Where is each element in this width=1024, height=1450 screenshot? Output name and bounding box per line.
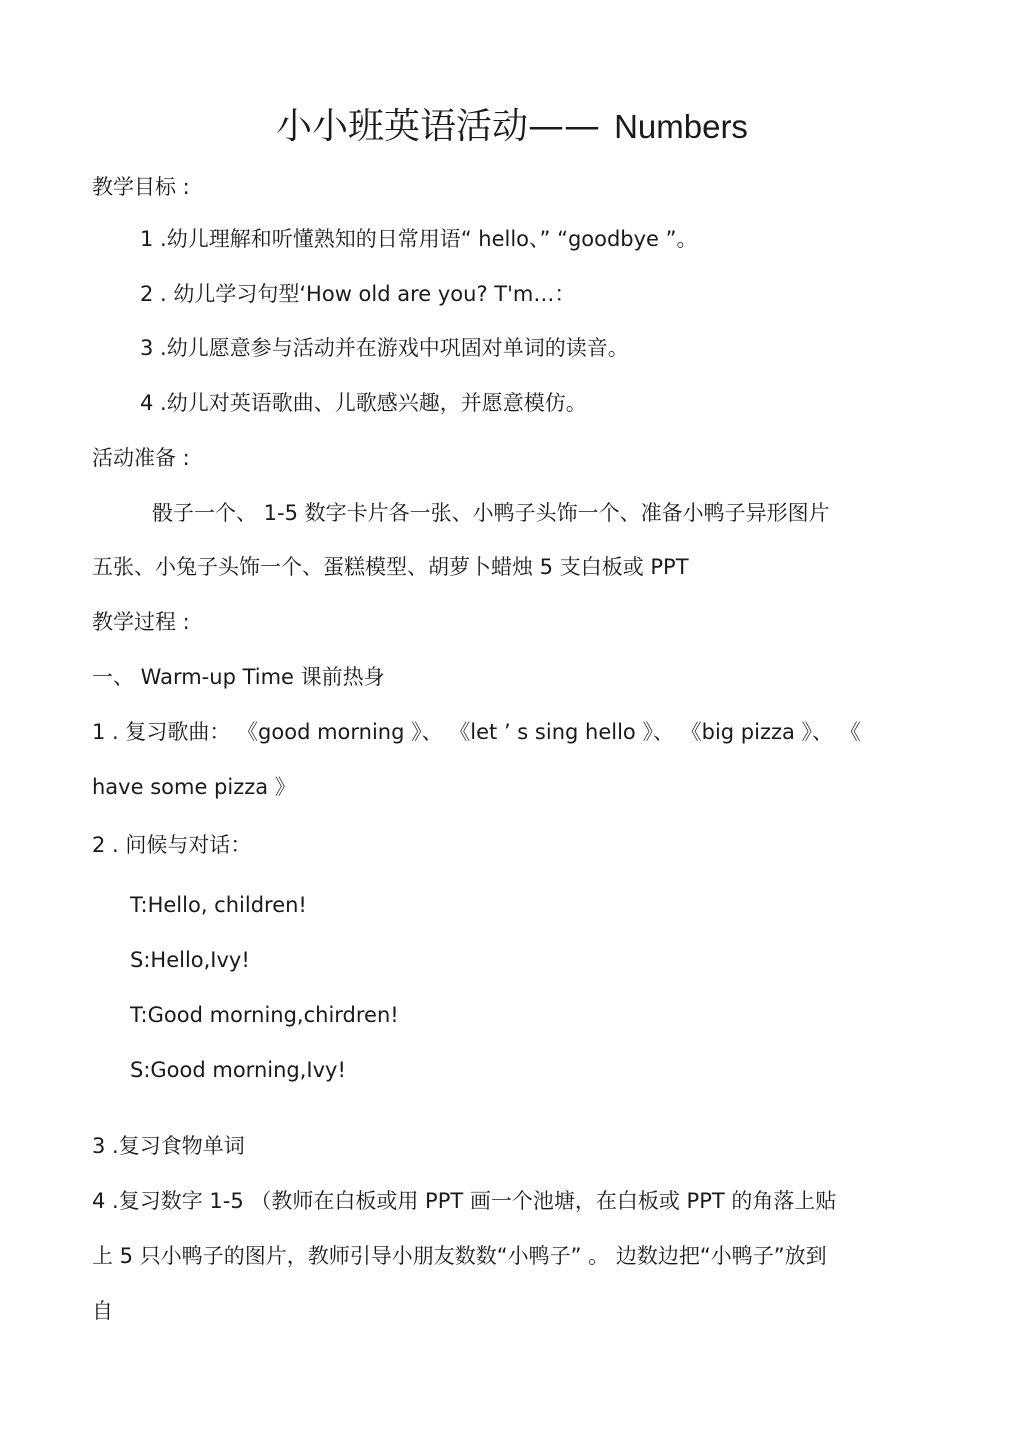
step-text-line: 1 . 复习歌曲： 《good morning 》、 《let ’ s sing hello 》、 《big pizza 》、 《 (92, 720, 861, 744)
prep-text-line: 五张、小兔子头饰一个、蛋糕模型、胡萝卜蜡烛 5 支白板或 PPT (92, 555, 689, 579)
step-heading: 2 . 问候与对话： (92, 833, 252, 857)
goal-item: 2 . 幼儿学习句型‘How old are you? T'm…： (140, 282, 576, 306)
title-chinese: 小小班英语活动—— (276, 106, 601, 147)
title-english: Numbers (614, 108, 748, 145)
goal-item: 4 .幼儿对英语歌曲、儿歌感兴趣，并愿意模仿。 (140, 391, 587, 415)
goals-heading: 教学目标 : (92, 175, 190, 199)
dialogue-line: S:Good morning,Ivy! (130, 1058, 346, 1082)
goal-item: 1 .幼儿理解和听懂熟知的日常用语“ hello、” “goodbye ”。 (140, 227, 698, 251)
dialogue-line: T:Hello, children! (130, 893, 307, 917)
step-text-line: 自 (92, 1299, 113, 1323)
goal-item: 3 .幼儿愿意参与活动并在游戏中巩固对单词的读音。 (140, 336, 629, 360)
document-title (0, 100, 1024, 154)
step-text-line: 3 .复习食物单词 (92, 1134, 245, 1158)
step-text-line: 上 5 只小鸭子的图片，教师引导小朋友数数“小鸭子” 。 边数边把“小鸭子”放到 (92, 1244, 827, 1268)
step-text-line: have some pizza 》 (92, 775, 296, 799)
prep-text-line: 骰子一个、 1-5 数字卡片各一张、小鸭子头饰一个、准备小鸭子异形图片 (152, 501, 830, 525)
section-heading: 一、 Warm-up Time 课前热身 (92, 665, 385, 689)
process-heading: 教学过程 : (92, 610, 190, 634)
dialogue-line: S:Hello,Ivy! (130, 948, 250, 972)
prep-heading: 活动准备 : (92, 446, 190, 470)
step-text-line: 4 .复习数字 1-5 （教师在白板或用 PPT 画一个池塘，在白板或 PPT 的角落上贴 (92, 1189, 837, 1213)
dialogue-line: T:Good morning,chirdren! (130, 1003, 399, 1027)
